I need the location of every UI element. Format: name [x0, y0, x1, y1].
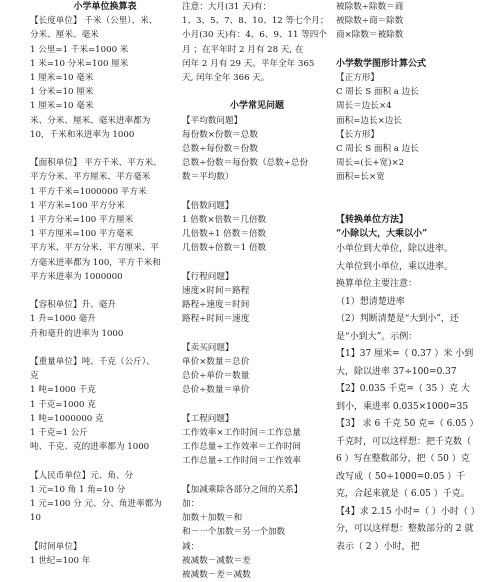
method-line: （2）判断清楚是“大到小”，还是“小到大”。示例：: [336, 314, 459, 342]
text-line: 平方米进率为 1000000: [30, 271, 123, 282]
method-line: 【4】求 2.15 小时=（ ）小时（ ）分，可以这样想：整数部分的 2 就表示（ 2 ）小时，把: [336, 506, 476, 552]
text-line: 减：: [182, 541, 200, 552]
text-line: 总价÷单价＝数量: [182, 371, 250, 382]
text-line: 10，千米和米进率为 1000: [30, 129, 135, 140]
spacer: [30, 341, 180, 355]
text-line: 被除数÷除数＝商: [336, 2, 404, 12]
text-line: 周长＝边长×4: [336, 101, 392, 112]
section-heading: “小除以大，大乘以小”: [336, 229, 428, 240]
text-line: 克: [30, 371, 39, 382]
text-line: 1 元=10 角 1 角=10 分: [30, 484, 126, 495]
method-line: 【1】37 厘米=（ 0.37 ）米 小到大，除以进率 37÷100=0.37: [336, 349, 474, 377]
text-line: 1 平方分米=100 平方厘米: [30, 215, 134, 226]
text-line: 1 平方千米=1000000 平方米: [30, 186, 147, 197]
conversion-method-body: [336, 241, 476, 556]
method-line: 小单位到大单位，除以进率。: [336, 244, 454, 255]
text-line: 面积=边长×边长: [336, 115, 402, 126]
text-line: 【倍数问题】: [182, 200, 234, 211]
section-title: 小学常见问题: [229, 101, 284, 112]
text-line: 1 厘米=10 毫米: [30, 73, 94, 84]
method-line: 换算单位主要注意：: [336, 279, 418, 290]
text-line: 注意：大月(31 天)有：: [182, 2, 272, 12]
spacer: [182, 398, 332, 412]
text-line: 加数＋加数＝和: [182, 513, 243, 524]
text-line: 1 吨=1000000 克: [30, 413, 104, 424]
text-line: 【卖买问题】: [182, 342, 234, 353]
text-line: 周长=(长+宽)×2: [336, 158, 405, 169]
text-line: 和－一个加数＝另一个加数: [182, 527, 286, 538]
text-line: 1 吨=1000 千克: [30, 385, 96, 396]
spacer: [182, 327, 332, 341]
text-line: 小月(30 天)有：4、6、9、11 等四个: [182, 30, 327, 41]
text-line: 分米、厘米、毫米: [30, 30, 99, 41]
text-line: 【长方形】: [336, 129, 379, 140]
text-line: 【面积单位】 平方千米、平方米、: [30, 158, 162, 169]
spacer: [182, 256, 332, 270]
text-line: 被减数－差＝减数: [182, 570, 251, 581]
spacer: [30, 142, 180, 156]
text-line: 【行程问题】: [182, 271, 234, 282]
text-line: 1 厘米=10 毫米: [30, 101, 94, 112]
text-line: 面积=长×宽: [336, 172, 385, 183]
text-line: 1 公里=1 千米=1000 米: [30, 44, 129, 55]
spacer: [30, 525, 180, 539]
text-line: 工作效率×工作时间＝工作总量: [182, 428, 301, 439]
text-line: C 周长 S 面积 a 边长: [336, 87, 419, 98]
text-line: 路程÷时间＝速度: [182, 314, 250, 325]
text-line: 数＝平均数）: [182, 172, 234, 183]
text-line: 1 米=10 分米=100 厘米: [30, 58, 129, 69]
text-line: 单价×数量＝总价: [182, 357, 250, 368]
spacer: [336, 185, 476, 199]
column-unit-conversion: [30, 0, 180, 568]
text-line: 总数÷每份数＝份数: [182, 144, 258, 155]
text-line: 1 平方米=100 平方分米: [30, 200, 125, 211]
text-line: 工作总量÷工作效率＝工作时间: [182, 442, 301, 453]
text-line: 【平均数问题】: [182, 115, 243, 126]
section-title: 小学单位换算表: [73, 2, 137, 12]
text-line: 1 平方厘米=100 平方毫米: [30, 229, 134, 240]
text-line: 被除数÷商＝除数: [336, 16, 404, 27]
text-line: 几倍数÷1 倍数＝倍数: [182, 229, 267, 240]
text-line: 升和毫升的进率为 1000: [30, 328, 124, 339]
spacer: [336, 199, 476, 213]
text-line: 【容积单位】升、毫升: [30, 300, 116, 311]
text-line: 1、3、5、7、8、10、12 等七个月；: [182, 16, 329, 27]
section-heading: 【转换单位方法】: [336, 215, 409, 225]
section-heading: 小学数学图形计算公式: [336, 58, 427, 69]
method-line: （1）想清楚进率: [336, 296, 405, 307]
spacer: [182, 185, 332, 199]
text-line: 天, 闰年全年 366 天。: [182, 73, 270, 84]
column-formulas-methods: [336, 0, 476, 556]
text-line: 加：: [182, 499, 200, 510]
text-line: 平方分米、平方厘米、平方毫米: [30, 172, 151, 183]
text-line: 1 倍数×倍数＝几倍数: [182, 215, 267, 226]
text-line: 闰年 2 月有 29 天。平年全年 365: [182, 58, 315, 69]
spacer: [30, 284, 180, 298]
method-line: 【3】 求 6 千克 50 克=（ 6.05 ）千克时，可以这样想：把千克数（ 6 ）写在整数部分，把（ 50 ）克改写成（ 50÷1000=0.05 ）千克，合起来就是（ 6.05 ）千克。: [336, 419, 475, 500]
text-line: 商×除数＝被除数: [336, 30, 404, 41]
text-line: 速度×时间＝路程: [182, 286, 250, 297]
spacer: [182, 469, 332, 483]
text-line: 1 世纪=100 年: [30, 555, 91, 566]
text-line: 【时间单位】: [30, 541, 82, 552]
text-line: 总价÷数量＝单价: [182, 385, 250, 396]
text-line: 1 分米=10 厘米: [30, 87, 94, 98]
method-line: 大单位到小单位，乘以进率。: [336, 261, 454, 272]
text-line: 1 千克=1000 克: [30, 399, 96, 410]
text-line: 被减数－减数＝差: [182, 555, 251, 566]
text-line: 10: [30, 513, 41, 524]
text-line: 工作总量÷工作时间＝工作效率: [182, 456, 301, 467]
text-line: 几倍数÷倍数＝1 倍数: [182, 243, 267, 254]
text-line: 1 升=1000 毫升: [30, 314, 96, 325]
spacer: [336, 43, 476, 57]
text-line: 1 千克=1 公斤: [30, 428, 88, 439]
text-line: 【工程问题】: [182, 413, 234, 424]
text-line: 总数÷份数＝每份数（总数÷总份: [182, 158, 309, 169]
text-line: 【重量单位】吨、千克（公斤）、: [30, 357, 155, 368]
method-line: 【2】0.035 千克=（ 35 ）克 大到小，乘进率 0.035×1000=35: [336, 384, 470, 412]
text-line: C 周长 S 面积 a 边长: [336, 144, 419, 155]
text-line: 路程÷速度＝时间: [182, 300, 250, 311]
text-line: 【长度单位】 千米（公里）、米、: [30, 16, 158, 27]
text-line: 每份数×份数＝总数: [182, 129, 258, 140]
spacer: [182, 85, 332, 99]
text-line: 方毫米进率都为 100，平方千米和: [30, 257, 161, 268]
text-line: 月 ；在平年时 2 月有 28 天, 在: [182, 44, 304, 55]
text-line: 平方米、平方分米、平方厘米、平: [30, 243, 159, 254]
text-line: 1 元=100 分 元、分、角进率都为: [30, 499, 162, 510]
text-line: 【加减乘除各部分之间的关系】: [182, 484, 303, 495]
text-line: 米、分米、厘米、毫米进率都为: [30, 115, 151, 126]
column-common-problems: [182, 0, 332, 582]
text-line: 【正方形】: [336, 73, 379, 83]
spacer: [30, 454, 180, 468]
text-line: 【人民币单位】元、角、分: [30, 470, 134, 481]
text-line: 吨、千克、克的进率都为 1000: [30, 442, 150, 453]
